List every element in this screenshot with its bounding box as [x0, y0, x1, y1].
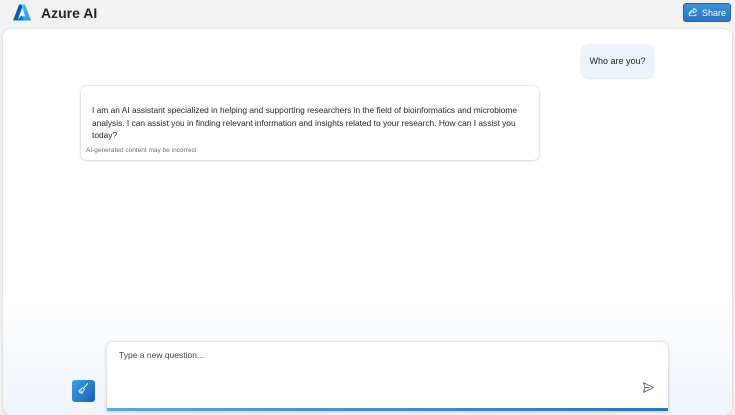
broom-icon [77, 382, 90, 400]
app-title: Azure AI [41, 5, 98, 21]
assistant-message-text: I am an AI assistant specialized in helping and supporting researchers in the field of bioinformatics and microbiome analysis. I can assist you in finding relevant information and insights related to your research. How can I assist you today? [92, 105, 518, 140]
assistant-message-bubble [81, 86, 539, 160]
azure-logo-icon [12, 3, 32, 23]
share-button[interactable] [683, 3, 731, 22]
user-message-text: Who are you? [589, 56, 646, 66]
input-focus-underline [107, 408, 668, 411]
question-input-container [107, 342, 668, 411]
chat-panel [3, 29, 732, 415]
question-input[interactable] [107, 342, 668, 406]
top-bar [0, 0, 735, 28]
send-button[interactable] [640, 382, 656, 398]
ai-disclaimer: AI-generated content may be incorrect [86, 147, 197, 154]
share-button-label: Share [701, 7, 727, 18]
send-icon [642, 381, 655, 399]
share-icon [688, 7, 698, 19]
clear-chat-button[interactable] [72, 380, 95, 402]
user-message-bubble [581, 44, 654, 78]
